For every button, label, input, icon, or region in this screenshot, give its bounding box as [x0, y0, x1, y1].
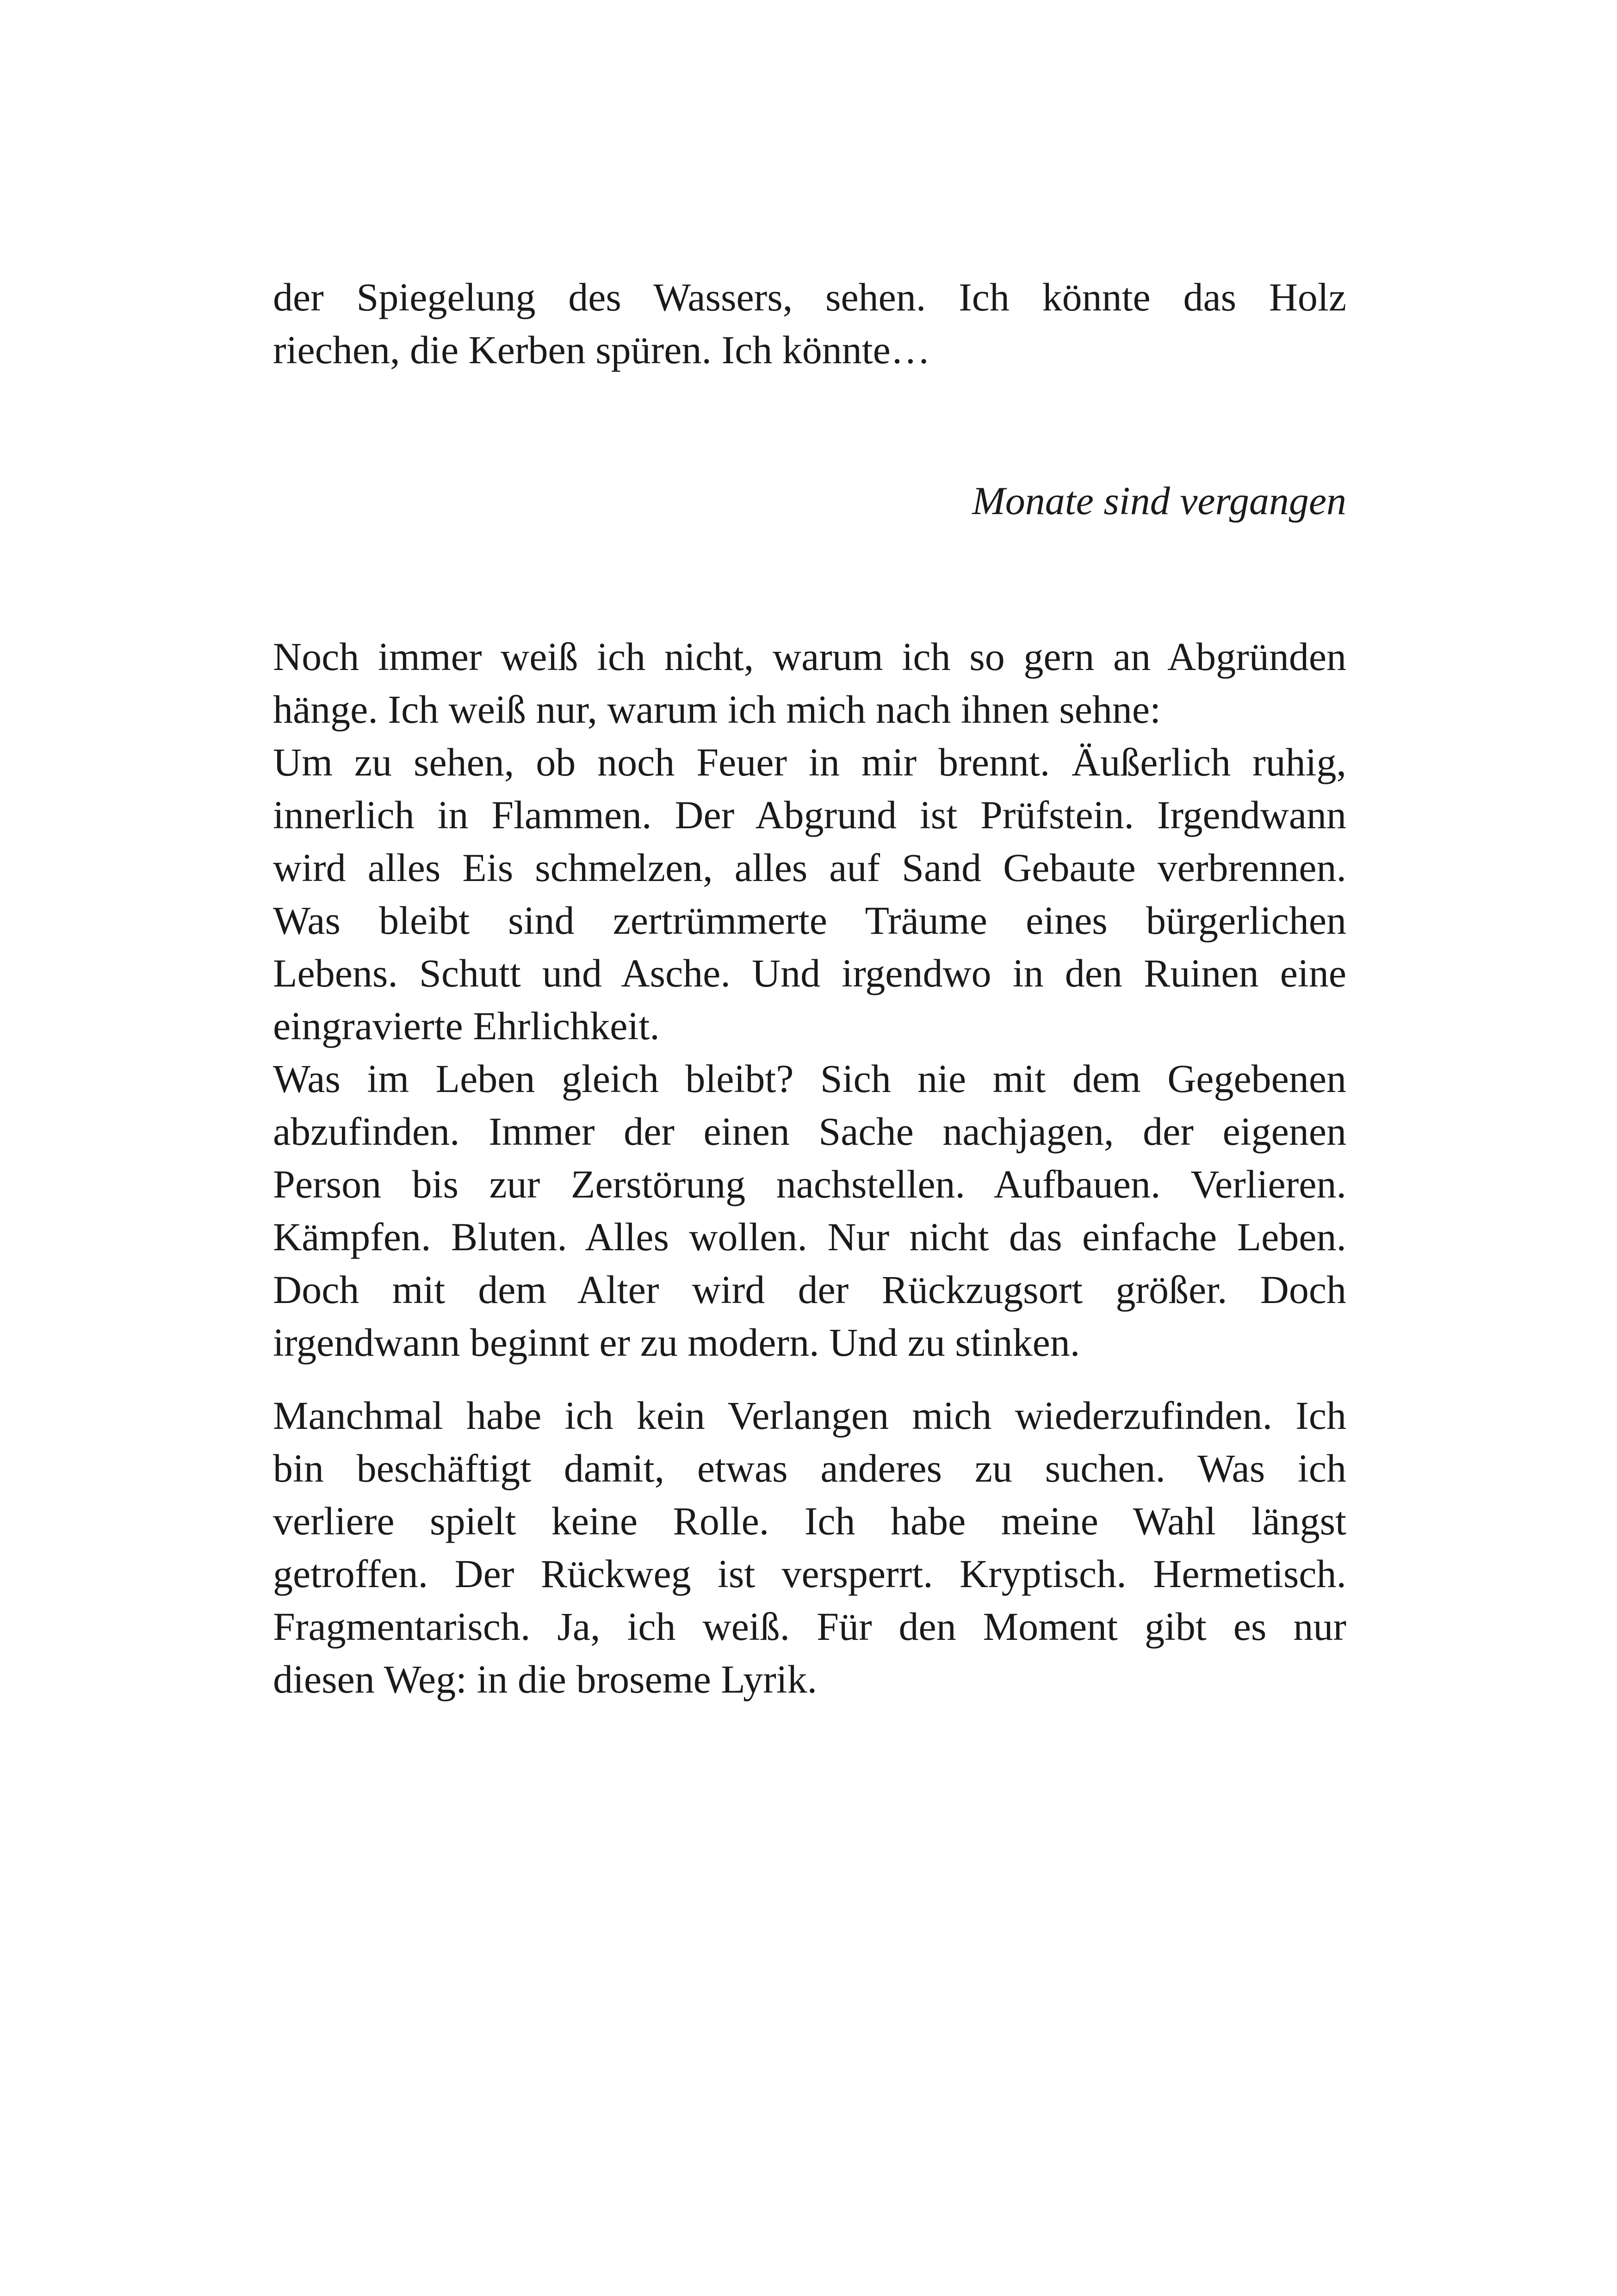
- intro-text: [273, 271, 1346, 376]
- text-line: Person bis zur Zerstörung nachstellen. Aufbauen. Verlieren.: [273, 1162, 1346, 1206]
- text-line: der Spiegelung des Wassers, sehen. Ich könnte das Holz: [273, 275, 1346, 319]
- text-line: Fragmentarisch. Ja, ich weiß. Für den Moment gibt es nur: [273, 1604, 1346, 1649]
- text-line: riechen, die Kerben spüren. Ich könnte…: [273, 328, 930, 372]
- text-line: Lebens. Schutt und Asche. Und irgendwo in den Ruinen eine: [273, 951, 1346, 995]
- text-line: Was bleibt sind zertrümmerte Träume eines bürgerlichen: [273, 898, 1346, 943]
- text-line: wird alles Eis schmelzen, alles auf Sand Gebaute verbrennen.: [273, 845, 1346, 890]
- text-line: Noch immer weiß ich nicht, warum ich so gern an Abgründen: [273, 634, 1346, 679]
- text-line: Doch mit dem Alter wird der Rückzugsort größer. Doch: [273, 1267, 1346, 1312]
- text-line: diesen Weg: in die broseme Lyrik.: [273, 1657, 818, 1701]
- text-line: eingravierte Ehrlichkeit.: [273, 1004, 660, 1048]
- text-line: hänge. Ich weiß nur, warum ich mich nach ihnen sehne:: [273, 687, 1161, 732]
- text-line: Um zu sehen, ob noch Feuer in mir brennt. Äußerlich ruhig,: [273, 740, 1346, 784]
- section-heading: [273, 474, 1346, 527]
- text-line: innerlich in Flammen. Der Abgrund ist Prüfstein. Irgendwann: [273, 793, 1346, 837]
- paragraph-1: [273, 630, 1346, 1369]
- text-line: Was im Leben gleich bleibt? Sich nie mit dem Gegebenen: [273, 1056, 1346, 1101]
- text-line: bin beschäftigt damit, etwas anderes zu suchen. Was ich: [273, 1446, 1346, 1490]
- text-line: Kämpfen. Bluten. Alles wollen. Nur nicht das einfache Leben.: [273, 1215, 1346, 1259]
- section-heading-text: Monate sind vergangen: [972, 478, 1346, 523]
- text-line: irgendwann beginnt er zu modern. Und zu stinken.: [273, 1320, 1080, 1365]
- text-line: abzufinden. Immer der einen Sache nachjagen, der eigenen: [273, 1109, 1346, 1154]
- text-line: Manchmal habe ich kein Verlangen mich wiederzufinden. Ich: [273, 1393, 1346, 1438]
- text-line: verliere spielt keine Rolle. Ich habe meine Wahl längst: [273, 1499, 1346, 1543]
- paragraph-2: [273, 1389, 1346, 1706]
- text-line: getroffen. Der Rückweg ist versperrt. Kryptisch. Hermetisch.: [273, 1551, 1346, 1596]
